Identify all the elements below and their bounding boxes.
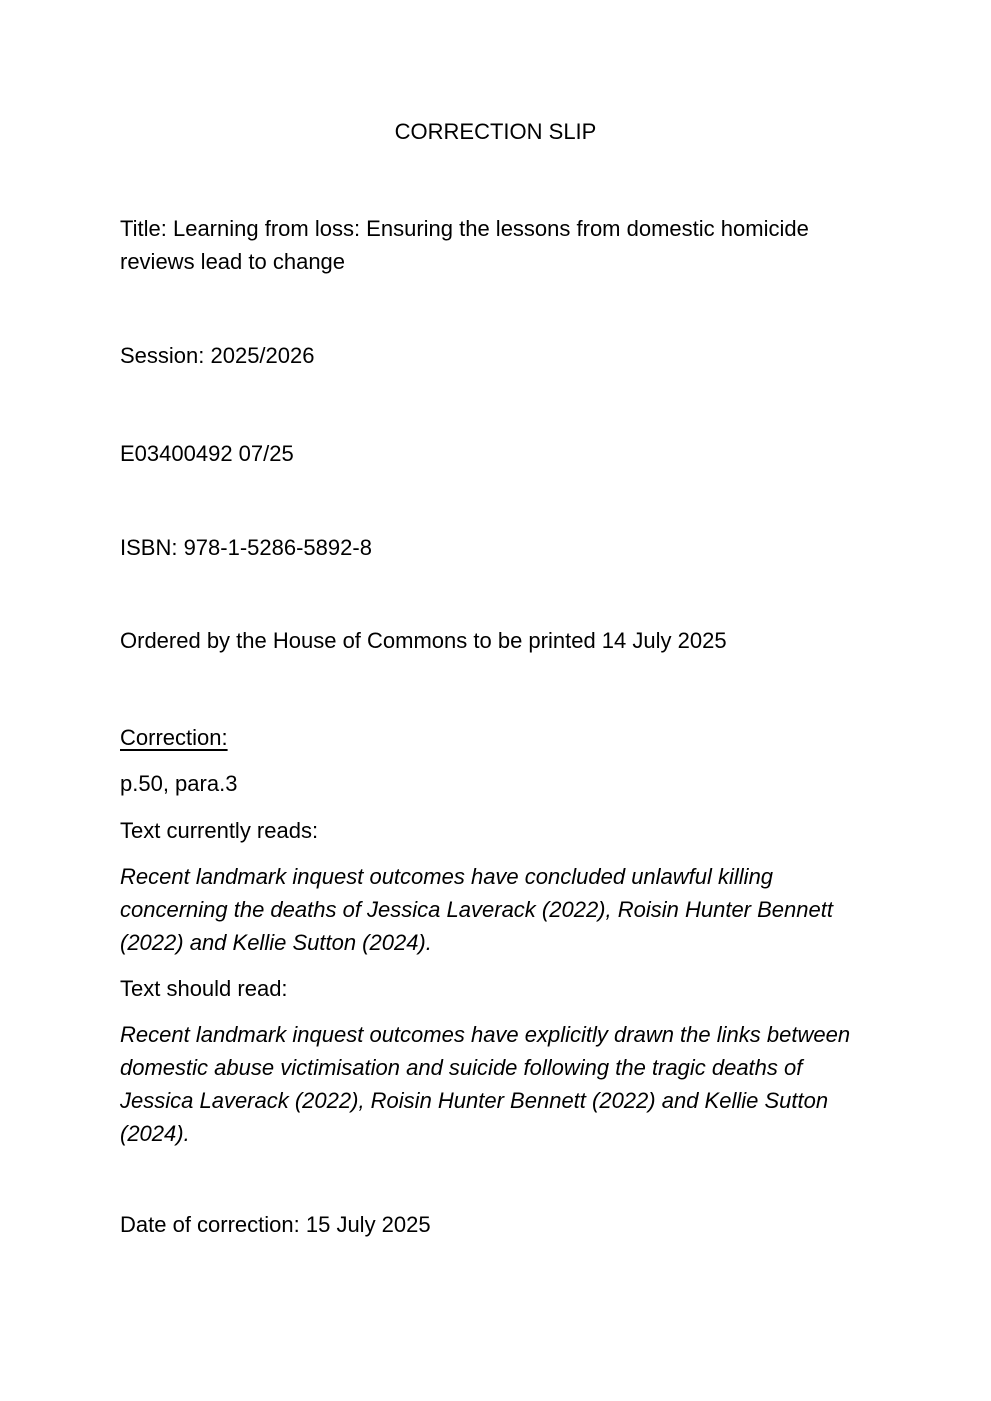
isbn-line: ISBN: 978-1-5286-5892-8 [120,535,372,560]
corrected-text: Recent landmark inquest outcomes have explicitly drawn the links between domestic abuse victimisation and suicide following the tragic deaths of Jessica Laverack (2022), Roisin Hunter Bennett (2022) and Kellie Sutton (2024). [120,1022,851,1146]
current-text: Recent landmark inquest outcomes have concluded unlawful killing concerning the deaths of Jessica Laverack (2022), Roisin Hunter Bennett (2022) and Kellie Sutton (2024). [120,864,833,955]
session-line: Session: 2025/2026 [120,343,315,368]
document-title: Title: Learning from loss: Ensuring the lessons from domestic homicide reviews lead to change [120,216,809,274]
print-run-code: E03400492 07/25 [120,441,294,466]
current-text-label: Text currently reads: [120,818,319,843]
correction-location: p.50, para.3 [120,771,238,796]
ordered-to-print-line: Ordered by the House of Commons to be printed 14 July 2025 [120,628,727,653]
correction-date: Date of correction: 15 July 2025 [120,1212,431,1237]
page-heading: CORRECTION SLIP [394,119,597,144]
should-read-label: Text should read: [120,976,288,1001]
correction-heading: Correction: [120,725,228,750]
